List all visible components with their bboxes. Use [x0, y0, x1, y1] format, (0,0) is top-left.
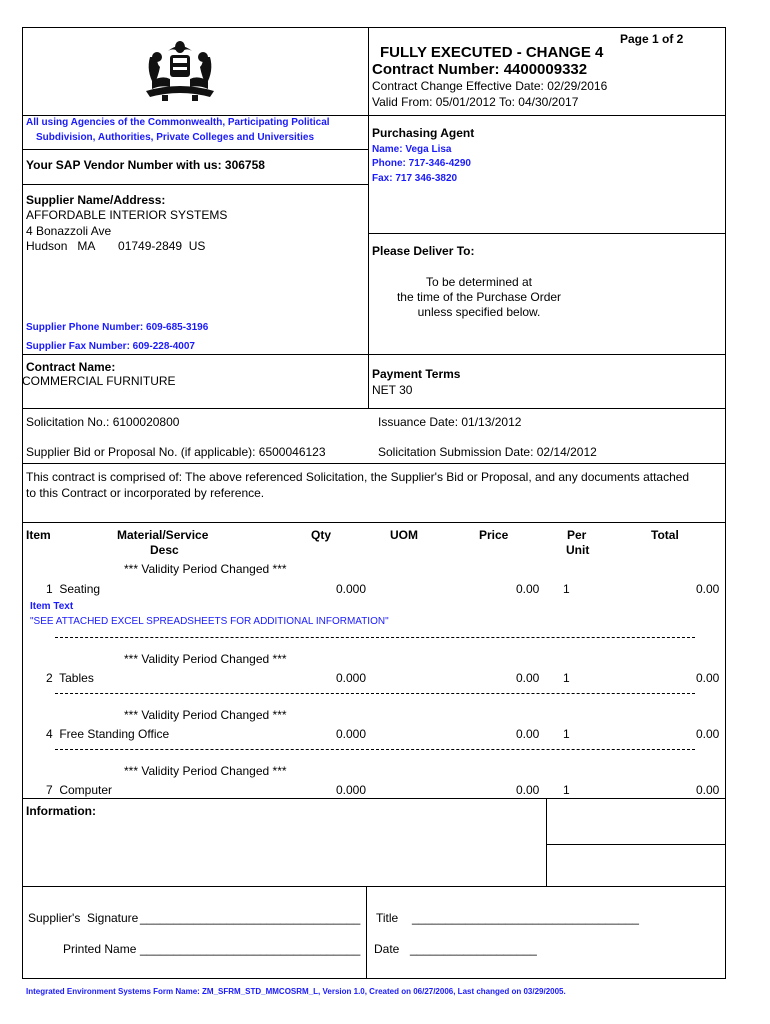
printed-name-label: Printed Name: [63, 942, 137, 956]
supplier-label: Supplier Name/Address:: [26, 193, 166, 207]
comprised-line-2: to this Contract or incorporated by reference.: [26, 486, 265, 500]
date-label: Date: [374, 942, 400, 956]
divider-vertical-upper: [368, 27, 369, 409]
agent-fax: Fax: 717 346-3820: [372, 173, 458, 184]
frame-right: [725, 27, 726, 979]
table-row-per: 1: [563, 582, 570, 596]
item-text: "SEE ATTACHED EXCEL SPREADSHEETS FOR ADDITIONAL INFORMATION": [30, 616, 389, 627]
row-separator: [55, 637, 695, 638]
table-row-total: 0.00: [696, 783, 720, 797]
validity-note: *** Validity Period Changed ***: [124, 652, 287, 666]
deliver-line-3: unless specified below.: [417, 305, 541, 319]
rule-valid-bottom: [368, 115, 726, 116]
col-header-qty: Qty: [311, 528, 332, 542]
form-footer: Integrated Environment Systems Form Name: ZM_SFRM_STD_MMCOSRM_L, Version 1.0, Created on 06/27/2006, Last changed on 03/29/2005.: [26, 987, 566, 996]
bid-number: Supplier Bid or Proposal No. (if applicable): 6500046123: [26, 445, 326, 459]
contract-number-label-text: Contract Number:: [372, 61, 500, 78]
row-separator: [55, 693, 695, 694]
supplier-street: 4 Bonazzoli Ave: [26, 224, 112, 238]
title-label: Title: [376, 911, 399, 925]
submission-date: Solicitation Submission Date: 02/14/2012: [378, 445, 597, 459]
contract-name-value: COMMERCIAL FURNITURE: [22, 374, 176, 388]
table-row-item: 4 Free Standing Office: [46, 727, 170, 741]
printed-name-line[interactable]: _________________________________: [140, 942, 361, 956]
table-row-total: 0.00: [696, 727, 720, 741]
table-row-per: 1: [563, 671, 570, 685]
rule-info-right: [546, 844, 726, 845]
contract-name-label: Contract Name:: [26, 360, 116, 374]
col-header-desc: Material/Service: [117, 528, 209, 542]
payment-terms-label: Payment Terms: [372, 367, 461, 381]
table-row-qty: 0.000: [336, 783, 367, 797]
commonwealth-seal-icon: [140, 37, 220, 103]
comprised-line-1: This contract is comprised of: The above referenced Solicitation, the Supplier's Bid or Proposal, and any documents attached: [26, 470, 690, 484]
document-title: FULLY EXECUTED - CHANGE 4: [380, 44, 604, 61]
supplier-city: Hudson MA 01749-2849 US: [26, 239, 206, 253]
table-row-qty: 0.000: [336, 727, 367, 741]
table-row-total: 0.00: [696, 582, 720, 596]
purchasing-agent-label: Purchasing Agent: [372, 126, 475, 140]
table-row-item: 1 Seating: [46, 582, 101, 596]
table-row-price: 0.00: [516, 727, 540, 741]
deliver-label: Please Deliver To:: [372, 244, 475, 258]
date-line[interactable]: ___________________: [410, 942, 537, 956]
col-header-unit: Unit: [566, 543, 590, 557]
deliver-line-2: the time of the Purchase Order: [396, 290, 562, 304]
rule-supplier-bottom: [22, 354, 726, 355]
agent-name: Name: Vega Lisa: [372, 144, 452, 155]
contract-number-value: 4400009332: [503, 61, 588, 78]
agencies-line-1: All using Agencies of the Commonwealth, Participating Political: [26, 117, 330, 128]
rule-signature-divider: [366, 886, 367, 978]
payment-terms-value: NET 30: [372, 383, 413, 397]
table-row-price: 0.00: [516, 582, 540, 596]
validity-note: *** Validity Period Changed ***: [124, 708, 287, 722]
table-row-price: 0.00: [516, 783, 540, 797]
col-header-desc-2: Desc: [150, 543, 179, 557]
issuance-date: Issuance Date: 01/13/2012: [378, 415, 522, 429]
title-line[interactable]: __________________________________: [412, 911, 639, 925]
table-row-qty: 0.000: [336, 582, 367, 596]
rule-vendor-top: [22, 149, 369, 150]
rule-signature-top: [22, 886, 726, 887]
rule-agencies-top: [22, 115, 369, 116]
agencies-line-2: Subdivision, Authorities, Private Colleges and Universities: [36, 132, 315, 143]
col-header-per: Per: [567, 528, 587, 542]
solicitation-number: Solicitation No.: 6100020800: [26, 415, 180, 429]
col-header-item: Item: [26, 528, 51, 542]
rule-solicitation-bottom: [22, 463, 726, 464]
supplier-phone: Supplier Phone Number: 609-685-3196: [26, 322, 209, 333]
item-text-label: Item Text: [30, 601, 74, 612]
validity-note: *** Validity Period Changed ***: [124, 764, 287, 778]
supplier-signature-line[interactable]: _________________________________: [140, 911, 361, 925]
supplier-signature-label: Supplier's Signature: [28, 911, 139, 925]
supplier-name: AFFORDABLE INTERIOR SYSTEMS: [26, 208, 228, 222]
rule-info-divider: [546, 798, 547, 886]
rule-table-bottom: [22, 798, 726, 799]
contract-number-label: [372, 61, 587, 78]
rule-agent-bottom: [368, 233, 726, 234]
page-number: Page 1 of 2: [620, 32, 684, 46]
table-row-per: 1: [563, 783, 570, 797]
valid-period: Valid From: 05/01/2012 To: 04/30/2017: [372, 95, 579, 109]
col-header-total: Total: [651, 528, 679, 542]
rule-table-top: [22, 522, 726, 523]
agent-phone: Phone: 717-346-4290: [372, 158, 471, 169]
rule-vendor-bottom: [22, 184, 369, 185]
deliver-line-1: To be determined at: [425, 275, 533, 289]
frame-left: [22, 27, 23, 979]
table-row-item: 7 Computer: [46, 783, 113, 797]
frame-bottom: [22, 978, 726, 979]
table-row-item: 2 Tables: [46, 671, 94, 685]
table-row-per: 1: [563, 727, 570, 741]
table-row-total: 0.00: [696, 671, 720, 685]
col-header-uom: UOM: [390, 528, 418, 542]
sap-vendor-number: Your SAP Vendor Number with us: 306758: [26, 158, 265, 172]
information-label: Information:: [26, 804, 96, 818]
row-separator: [55, 749, 695, 750]
supplier-fax: Supplier Fax Number: 609-228-4007: [26, 341, 195, 352]
table-row-price: 0.00: [516, 671, 540, 685]
rule-contract-bottom: [22, 408, 726, 409]
col-header-price: Price: [479, 528, 509, 542]
table-row-qty: 0.000: [336, 671, 367, 685]
change-effective-date: Contract Change Effective Date: 02/29/2016: [372, 79, 608, 93]
frame-top: [22, 27, 726, 28]
validity-note: *** Validity Period Changed ***: [124, 562, 287, 576]
